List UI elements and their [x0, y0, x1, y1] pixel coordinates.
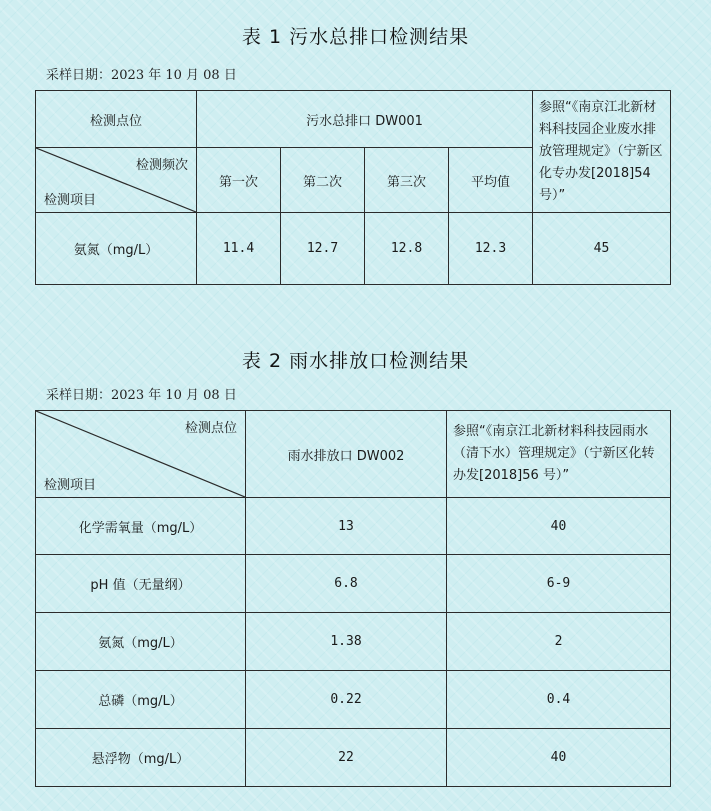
- table-row: [36, 555, 671, 613]
- freq-header: 平均值: [449, 148, 533, 213]
- point-name: 污水总排口 DW001: [197, 91, 533, 148]
- diag-item-label: 检测项目: [44, 478, 97, 493]
- value-cell: 22: [246, 729, 447, 787]
- freq-header: 第一次: [197, 148, 281, 213]
- value-cell: 13: [246, 498, 447, 555]
- table-row: [36, 613, 671, 671]
- item-name: 总磷（mg/L）: [36, 671, 246, 729]
- limit-cell: 0.4: [447, 671, 671, 729]
- reference-standard: 参照“《南京江北新材料科技园雨水（清下水）管理规定》（宁新区化转办发[2018]56 号）”: [447, 411, 671, 498]
- limit-cell: 2: [447, 613, 671, 671]
- header-point-label: 检测点位: [36, 91, 197, 148]
- value-cell: 11.4: [197, 213, 281, 285]
- diag-frequency-label: 检测频次: [135, 158, 188, 173]
- diagonal-header-cell: [36, 148, 197, 213]
- item-name: pH 值（无量纲）: [36, 555, 246, 613]
- table1-title: 表 1 污水总排口检测结果: [241, 26, 470, 48]
- wastewater-results-table: [35, 90, 671, 285]
- diag-point-label: 检测点位: [184, 421, 237, 436]
- value-cell: 12.7: [281, 213, 365, 285]
- diagonal-header-cell: [36, 411, 246, 498]
- limit-cell: 45: [533, 213, 671, 285]
- value-cell: 0.22: [246, 671, 447, 729]
- value-cell: 12.3: [449, 213, 533, 285]
- item-name: 化学需氧量（mg/L）: [36, 498, 246, 555]
- value-cell: 12.8: [365, 213, 449, 285]
- table2-title: 表 2 雨水排放口检测结果: [241, 350, 470, 372]
- table-row: [36, 213, 671, 285]
- table-row: [36, 729, 671, 787]
- limit-cell: 6-9: [447, 555, 671, 613]
- freq-header: 第二次: [281, 148, 365, 213]
- table1-sampling-date: 采样日期：2023 年 10 月 08 日: [46, 68, 237, 83]
- limit-cell: 40: [447, 729, 671, 787]
- item-name: 氨氮（mg/L）: [36, 213, 197, 285]
- table-row: [36, 671, 671, 729]
- table-row: [36, 498, 671, 555]
- table2-sampling-date: 采样日期：2023 年 10 月 08 日: [46, 388, 237, 403]
- limit-cell: 40: [447, 498, 671, 555]
- point-name: 雨水排放口 DW002: [246, 411, 447, 498]
- diag-item-label: 检测项目: [44, 193, 97, 208]
- item-name: 氨氮（mg/L）: [36, 613, 246, 671]
- value-cell: 6.8: [246, 555, 447, 613]
- reference-standard: 参照“《南京江北新材料科技园企业废水排放管理规定》（宁新区化专办发[2018]54 号）”: [533, 91, 671, 213]
- freq-header: 第三次: [365, 148, 449, 213]
- value-cell: 1.38: [246, 613, 447, 671]
- item-name: 悬浮物（mg/L）: [36, 729, 246, 787]
- rainwater-results-table: [35, 410, 671, 787]
